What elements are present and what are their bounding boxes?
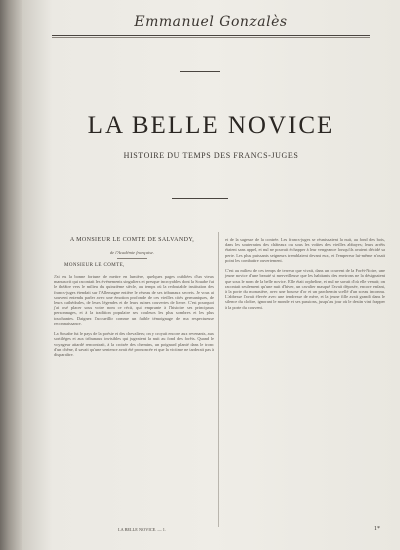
ornament-rule-bottom xyxy=(172,198,228,199)
author-header: Emmanuel Gonzalès xyxy=(134,14,288,30)
text-column-right: et de la sagesse de la contrée. Les francs-juges se réunissaient la nuit, au fond des bois, dans les souterrains des châteaux ou sous les voûtes des vieilles abbayes; leurs arrêts étaient sans appel, et nul ne pouvait échapper à leur vengeance lorsqu'ils avaient décidé sa perte. Les plus puissants seigneurs tremblaient devant eux, et l'empereur lui-même n'osait point les combattre ouvertement. C'est au milieu de ces temps de terreur que vivait, dans un couvent de la Forêt-Noire, une jeune novice d'une beauté si merveilleuse que les habitants des environs ne la désignaient que sous le nom de la belle novice. Elle était orpheline, et nul ne savait d'où elle venait; on racontait seulement qu'une nuit d'hiver, un cavalier masqué l'avait déposée, encore enfant, à la porte du monastère, avec une bourse d'or et un parchemin scellé d'un sceau inconnu. L'abbesse l'avait élevée avec une tendresse de mère, et la jeune fille avait grandi dans le silence du cloître, ignorant le monde et ses passions, jusqu'au jour où le destin vint frapper à la porte du couvent. xyxy=(225,237,385,310)
salutation: MONSIEUR LE COMTE, xyxy=(64,263,125,268)
page-number: 1* xyxy=(374,526,380,532)
dedication: A MONSIEUR LE COMTE DE SALVANDY, xyxy=(69,237,195,243)
footer-note: LA BELLE NOVICE. — 1. xyxy=(118,527,166,532)
story-title: LA BELLE NOVICE xyxy=(87,112,335,139)
header-rule xyxy=(52,35,370,36)
column-gutter xyxy=(218,232,219,527)
text-column-left: J'ai eu la bonne fortune de mettre en lumière, quelques pages oubliées d'un vieux manuscrit qui racontait les événements singuliers et presque incroyables dont la Souabe fut le théâtre vers le milieu du quinzième siècle, au temps où la redoutable institution des francs-juges étendait sur l'Allemagne entière le réseau de ses tribunaux secrets. Je vous ai souvent entendu parler avec une émotion profonde de ces vieilles cités germaniques, de leurs cathédrales, de leurs légendes et de leurs ruines couvertes de lierre. C'est pourquoi j'ai osé placer sous votre nom ce récit, qui emprunte à l'histoire ses principaux personnages, et à la tradition populaire ses couleurs les plus sombres et les plus touchantes. Daignez l'accueillir comme un faible témoignage de ma respectueuse reconnaissance. La Souabe fut le pays de la poésie et des chevaliers; on y croyait encore aux revenants, aux sortiléges et aux tribunaux invisibles qui jugeaient la nuit au fond des forêts. Quand le voyageur attardé rencontrait, à la croisée des chemins, un poignard planté dans le tronc d'un chêne, il savait qu'une sentence avait été prononcée et que la victime ne tarderait pas à disparaître. xyxy=(54,274,214,358)
header-rule-thin xyxy=(52,37,370,38)
story-subtitle: HISTOIRE DU TEMPS DES FRANCS-JUGES xyxy=(123,151,299,160)
dedication-note: de l'Académie française. xyxy=(109,250,155,255)
ornament-rule-top xyxy=(180,71,220,72)
book-spine xyxy=(0,0,22,550)
dedication-rule xyxy=(117,258,147,259)
book-page xyxy=(22,0,400,550)
